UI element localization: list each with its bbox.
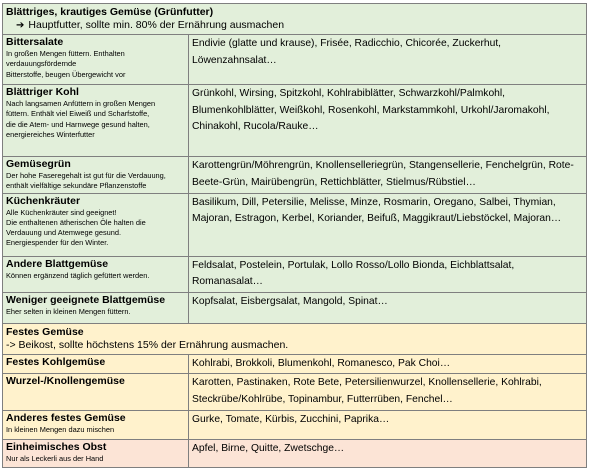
- category-items: Endivie (glatte und krause), Frisée, Radicchio, Chicorée, Zuckerhut, Löwenzahnsalat…: [189, 35, 587, 85]
- category-cell: [3, 35, 189, 85]
- category-name: Wurzel-/Knollengemüse: [6, 375, 125, 388]
- category-items: Feldsalat, Postelein, Portulak, Lollo Rosso/Lollo Bionda, Eichblattsalat, Romanasalat…: [189, 256, 587, 292]
- category-items: Grünkohl, Wirsing, Spitzkohl, Kohlrabiblätter, Schwarzkohl/Palmkohl, Blumenkohlblätter, Weißkohl, Rosenkohl, Markstammkohl, Urkohl/Jaromakohl, Chinakohl, Rucola/Rauke…: [189, 85, 587, 157]
- category-description-line: Können ergänzend täglich gefüttert werden.: [6, 270, 150, 280]
- category-name: Blättriger Kohl: [6, 86, 79, 98]
- category-row: [3, 157, 587, 194]
- category-row: [3, 292, 587, 323]
- category-items: Kopfsalat, Eisbergsalat, Mangold, Spinat…: [189, 292, 587, 323]
- category-name: Anderes festes Gemüse: [6, 411, 126, 424]
- section-subtitle: [6, 339, 583, 352]
- category-description-line: Nur als Leckerli aus der Hand: [6, 453, 104, 463]
- category-description-line: Bitterstoffe, beugen Übergewicht vor: [6, 69, 126, 79]
- category-row: [3, 354, 587, 374]
- category-items: Karotten, Pastinaken, Rote Bete, Petersilienwurzel, Knollensellerie, Kohlrabi, Steckrübe/Kohlrübe, Topinambur, Futterrüben, Fenchel…: [189, 374, 587, 410]
- category-name: Küchenkräuter: [6, 194, 81, 207]
- category-description-line: Der hohe Faseregehalt ist gut für die Verdauung,: [6, 171, 166, 180]
- category-description-line: Alle Küchenkräuter sind geeignet!: [6, 207, 117, 217]
- category-description-line: die die Atem- und Harnwege gesund halten,: [6, 119, 150, 129]
- category-items: Kohlrabi, Brokkoli, Blumenkohl, Romanesco, Pak Choi…: [189, 354, 587, 374]
- section-header-cell: [3, 4, 587, 35]
- category-row: [3, 193, 587, 256]
- category-cell: [3, 292, 189, 323]
- category-cell: [3, 85, 189, 157]
- feeding-guide-table: [2, 3, 587, 468]
- section-title: Blättriges, krautiges Gemüse (Grünfutter): [6, 6, 214, 18]
- category-cell: [3, 157, 189, 194]
- section-header-leafy: [3, 4, 587, 35]
- category-description-line: enthält vielfältige sekundäre Pflanzenstoffe: [6, 181, 147, 191]
- category-name: Weniger geeignete Blattgemüse: [6, 293, 166, 306]
- section-header-solid: [3, 323, 587, 354]
- category-description-line: füttern. Enthält viel Eiweiß und Scharfstoffe,: [6, 109, 150, 119]
- category-name: Gemüsegrün: [6, 158, 71, 170]
- category-row: [3, 35, 587, 85]
- section-subtitle-text: -> Beikost, sollte höchstens 15% der Ernährung ausmachen.: [6, 338, 289, 351]
- section-subtitle-text: Hauptfutter, sollte min. 80% der Ernährung ausmachen: [28, 19, 285, 31]
- category-description-line: In kleinen Mengen dazu mischen: [6, 424, 115, 434]
- category-row: [3, 410, 587, 439]
- category-description-line: Die enthaltenen ätherischen Öle halten die: [6, 217, 146, 227]
- section-title: Festes Gemüse: [6, 325, 84, 338]
- category-name: Bittersalate: [6, 36, 64, 48]
- category-cell: [3, 439, 189, 467]
- category-cell: [3, 374, 189, 410]
- section-header-cell: [3, 323, 587, 354]
- category-description-line: energiereiches Winterfutter: [6, 129, 95, 139]
- category-description-line: Eher selten in kleinen Mengen füttern.: [6, 306, 131, 316]
- arrow-right-icon: ➔: [16, 20, 25, 31]
- category-cell: [3, 410, 189, 439]
- category-cell: [3, 256, 189, 292]
- category-name: Einheimisches Obst: [6, 440, 107, 453]
- category-items: Apfel, Birne, Quitte, Zwetschge…: [189, 439, 587, 467]
- category-row: [3, 256, 587, 292]
- category-description-line: Nach langsamen Anfüttern in großen Mengen: [6, 99, 156, 108]
- category-description-line: Energiespender für den Winter.: [6, 238, 109, 248]
- category-items: Gurke, Tomate, Kürbis, Zucchini, Paprika…: [189, 410, 587, 439]
- category-cell: [3, 354, 189, 374]
- category-items: Basilikum, Dill, Petersilie, Melisse, Minze, Rosmarin, Oregano, Salbei, Thymian, Majoran, Estragon, Kerbel, Koriander, Beifuß, Maggikraut/Liebstöckel, Majoran…: [189, 193, 587, 256]
- category-name: Festes Kohlgemüse: [6, 355, 106, 368]
- category-description-line: verdauungsfördernde: [6, 59, 77, 69]
- vegetable-feeding-table: [2, 3, 586, 468]
- category-row: [3, 85, 587, 157]
- category-cell: [3, 193, 189, 256]
- category-description-line: Verdauung und Atemwege gesund.: [6, 228, 122, 238]
- category-row: [3, 374, 587, 410]
- section-subtitle: [6, 19, 583, 32]
- category-row: [3, 439, 587, 467]
- category-description-line: In großen Mengen füttern. Enthalten: [6, 49, 125, 58]
- category-name: Andere Blattgemüse: [6, 257, 109, 270]
- category-items: Karottengrün/Möhrengrün, Knollenselleriegrün, Stangensellerie, Fenchelgrün, Rote-Beete-Grün, Mairübengrün, Rettichblätter, Stielmus/Rübstiel…: [189, 157, 587, 194]
